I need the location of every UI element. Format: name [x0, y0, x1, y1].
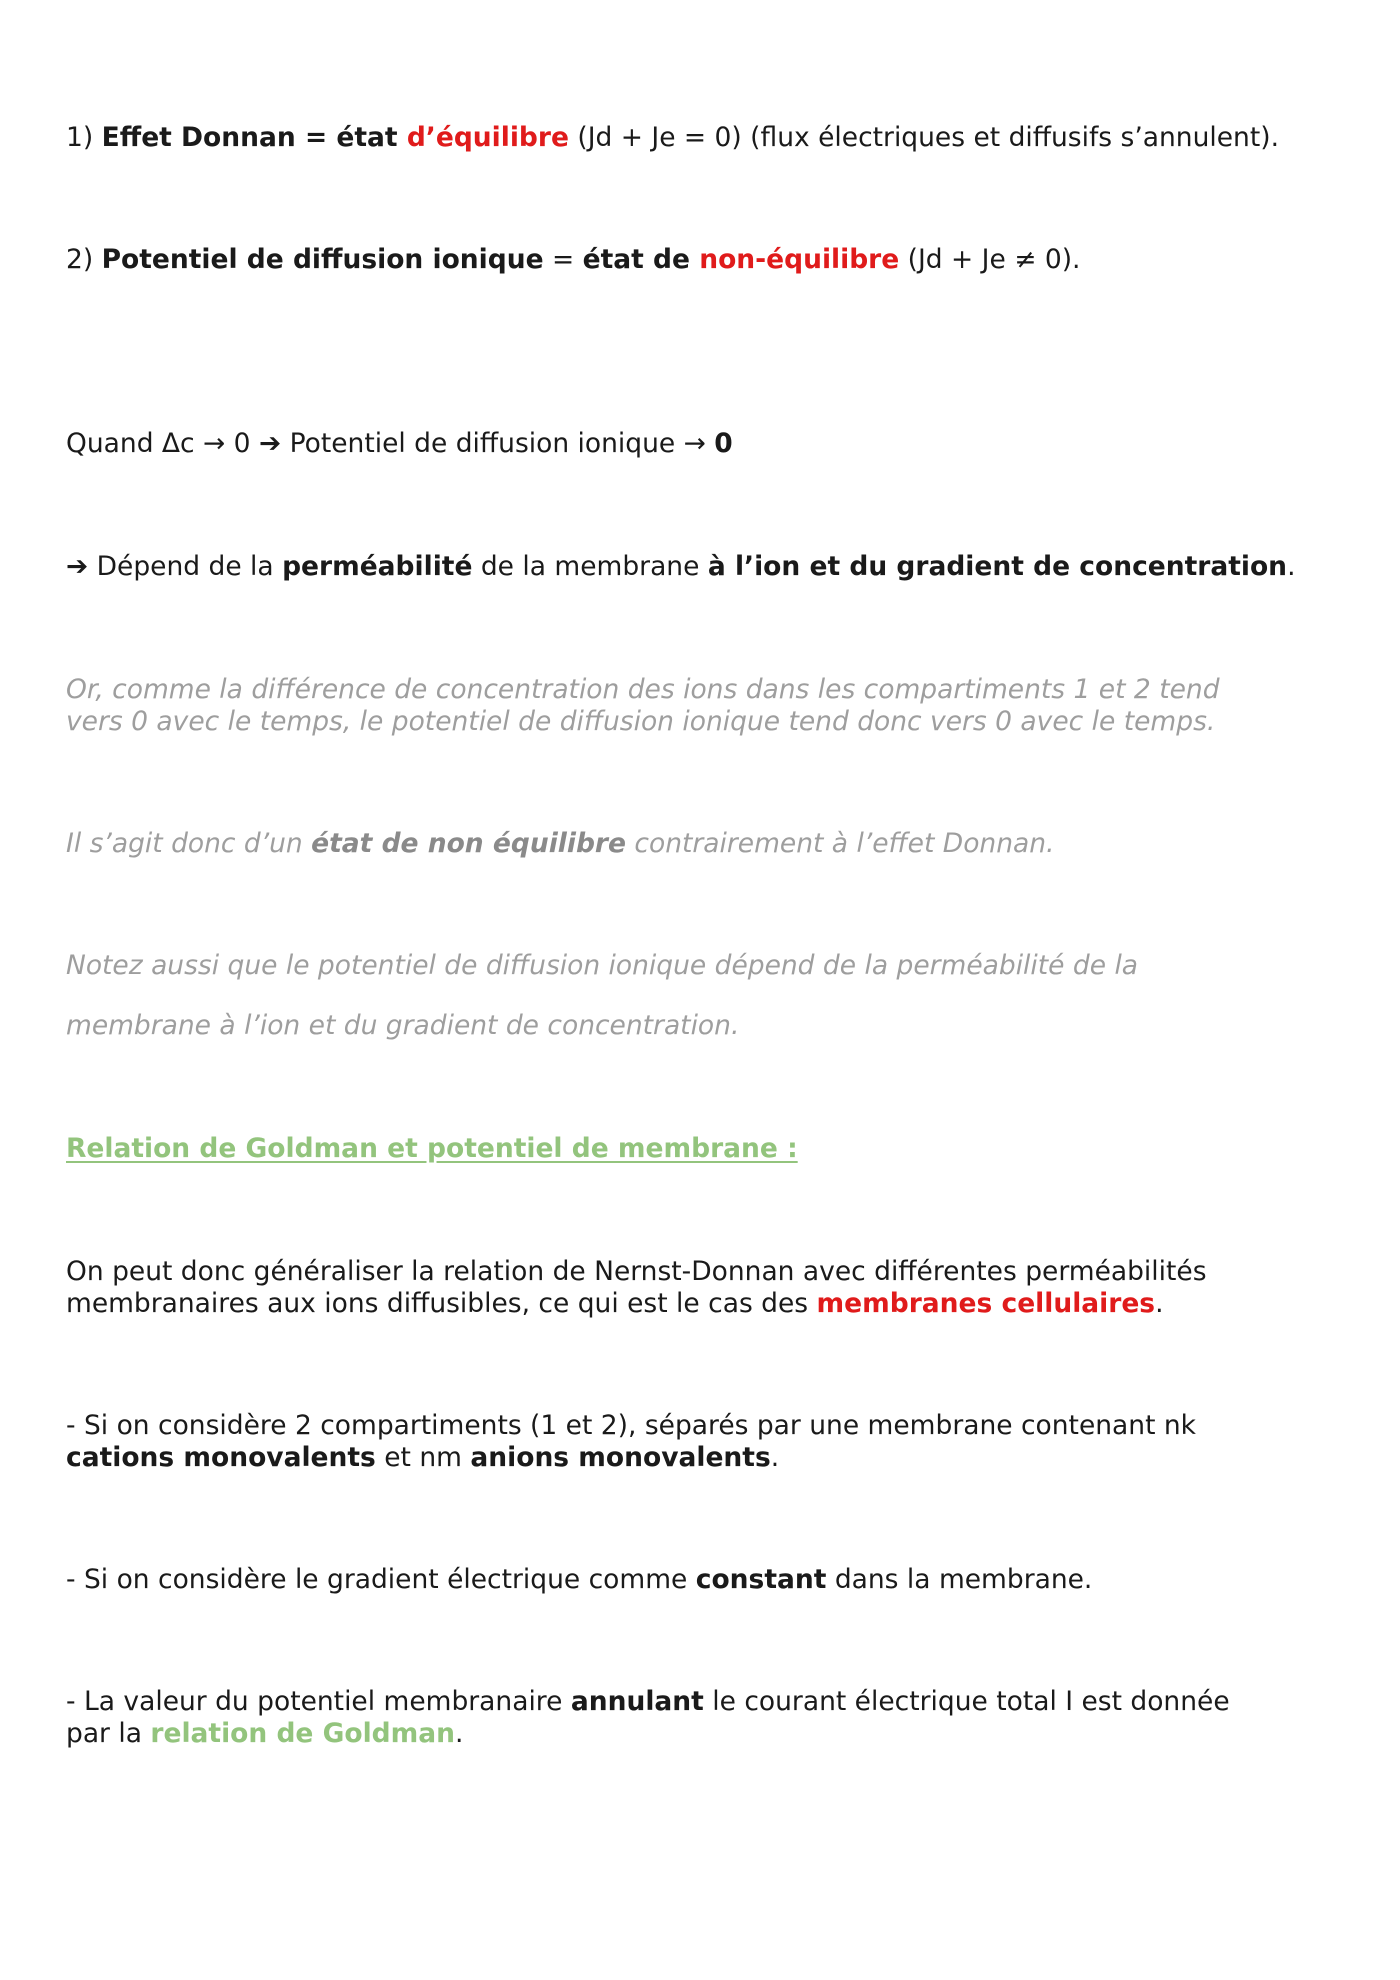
paragraph-gradient: - Si on considère le gradient électrique comme constant dans la membrane.: [66, 1564, 1093, 1595]
statement-effet-donnan: 1) Effet Donnan = état d’équilibre (Jd + Je = 0) (flux électriques et diffusifs s’annulent).: [66, 122, 1280, 153]
term-potentiel-diffusion: Potentiel de diffusion ionique: [101, 244, 544, 275]
term-non-equilibre: non-équilibre: [699, 244, 900, 275]
paragraph-compartiments: - Si on considère 2 compartiments (1 et 2), séparés par une membrane contenant nk cations monovalents et nm anions monovalents.: [66, 1410, 1197, 1473]
term-permeabilite: perméabilité: [282, 551, 473, 582]
note-non-equilibre: Il s’agit donc d’un état de non équilibre contrairement à l’effet Donnan.: [66, 828, 1055, 859]
statement-potentiel-diffusion: 2) Potentiel de diffusion ionique = état de non-équilibre (Jd + Je ≠ 0).: [66, 244, 1081, 275]
note-permeabilite-2: membrane à l’ion et du gradient de concentration.: [66, 1010, 740, 1041]
term-relation-goldman: relation de Goldman: [150, 1718, 456, 1749]
term-equilibre: d’équilibre: [406, 122, 569, 153]
statement-delta-c: Quand Δc → 0 ➔ Potentiel de diffusion ionique → 0: [66, 428, 733, 459]
note-permeabilite-1: Notez aussi que le potentiel de diffusion ionique dépend de la perméabilité de la: [66, 950, 1139, 981]
term-effet-donnan: Effet Donnan = état: [101, 122, 407, 153]
paragraph-goldman-relation: - La valeur du potentiel membranaire annulant le courant électrique total I est donnée par la relation de Goldman.: [66, 1686, 1230, 1749]
paragraph-nernst-donnan: On peut donc généraliser la relation de Nernst-Donnan avec différentes perméabilités membranaires aux ions diffusibles, ce qui est le cas des membranes cellulaires.: [66, 1256, 1207, 1319]
term-membranes-cellulaires: membranes cellulaires: [816, 1288, 1156, 1319]
section-heading-goldman: Relation de Goldman et potentiel de membrane :: [66, 1133, 798, 1164]
statement-depend: ➔ Dépend de la perméabilité de la membrane à l’ion et du gradient de concentration.: [66, 551, 1296, 582]
note-concentration: Or, comme la différence de concentration des ions dans les compartiments 1 et 2 tend vers 0 avec le temps, le potentiel de diffusion ionique tend donc vers 0 avec le temps.: [66, 674, 1220, 737]
